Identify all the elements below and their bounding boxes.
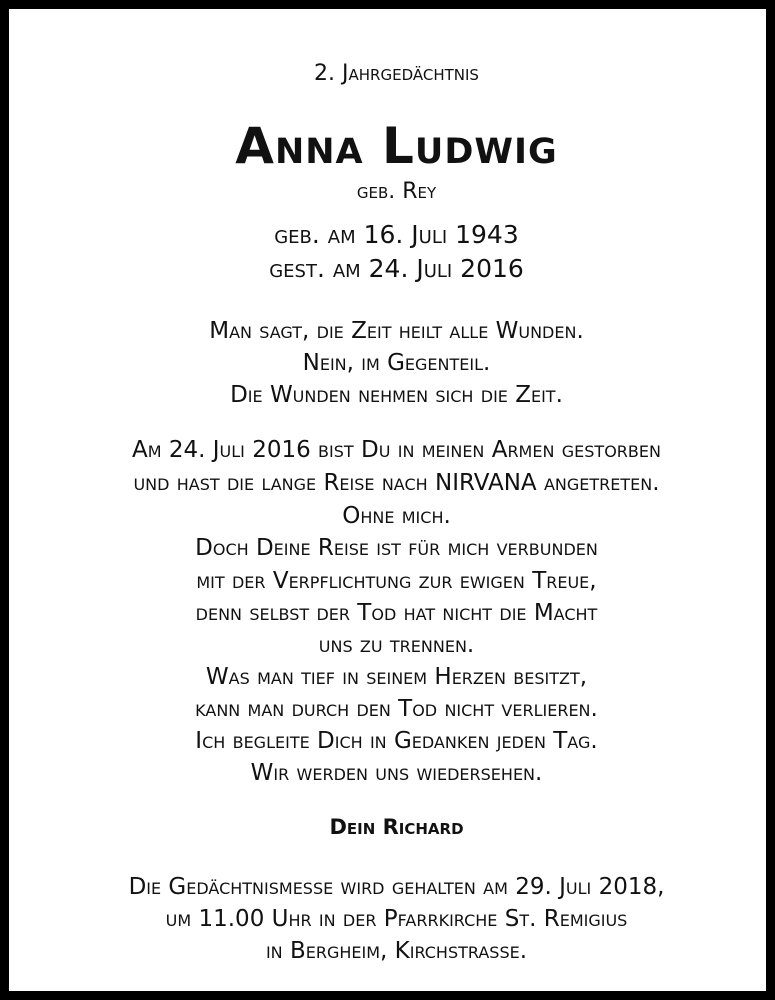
death-date: gest. am 24. Juli 2016: [269, 254, 524, 283]
signature: Dein Richard: [329, 815, 464, 839]
poem-line: Ohne mich.: [342, 503, 451, 529]
poem-line: Ich begleite Dich in Gedanken jeden Tag.: [195, 728, 598, 754]
poem-line: denn selbst der Tod hat nicht die Macht: [195, 600, 598, 626]
deceased-name: Anna Ludwig: [235, 117, 558, 175]
poem-line: Wir werden uns wiedersehen.: [250, 760, 543, 786]
poem-line: uns zu trennen.: [318, 632, 475, 658]
quote-line: Nein, im Gegenteil.: [302, 350, 491, 376]
mass-line: Die Gedächtnismesse wird gehalten am 29. Juli 2018,: [128, 874, 665, 900]
mass-line: um 11.00 Uhr in der Pfarrkirche St. Remigius: [165, 906, 628, 932]
poem-line: Doch Deine Reise ist für mich verbunden: [195, 535, 598, 561]
poem-line: kann man durch den Tod nicht verlieren.: [195, 696, 598, 722]
anniversary-heading: 2. Jahrgedächtnis: [314, 61, 479, 86]
poem-line: mit der Verpflichtung zur ewigen Treue,: [196, 568, 597, 594]
poem-line: Was man tief in seinem Herzen besitzt,: [205, 664, 588, 690]
poem-line: und hast die lange Reise nach NIRVANA angetreten.: [133, 470, 660, 496]
birth-date: geb. am 16. Juli 1943: [274, 220, 519, 249]
mass-line: in Bergheim, Kirchstrasse.: [265, 938, 528, 964]
maiden-name: geb. Rey: [356, 179, 437, 204]
quote-line: Man sagt, die Zeit heilt alle Wunden.: [209, 318, 584, 344]
quote-line: Die Wunden nehmen sich die Zeit.: [230, 382, 563, 408]
poem-line: Am 24. Juli 2016 bist Du in meinen Armen gestorben: [132, 437, 661, 463]
